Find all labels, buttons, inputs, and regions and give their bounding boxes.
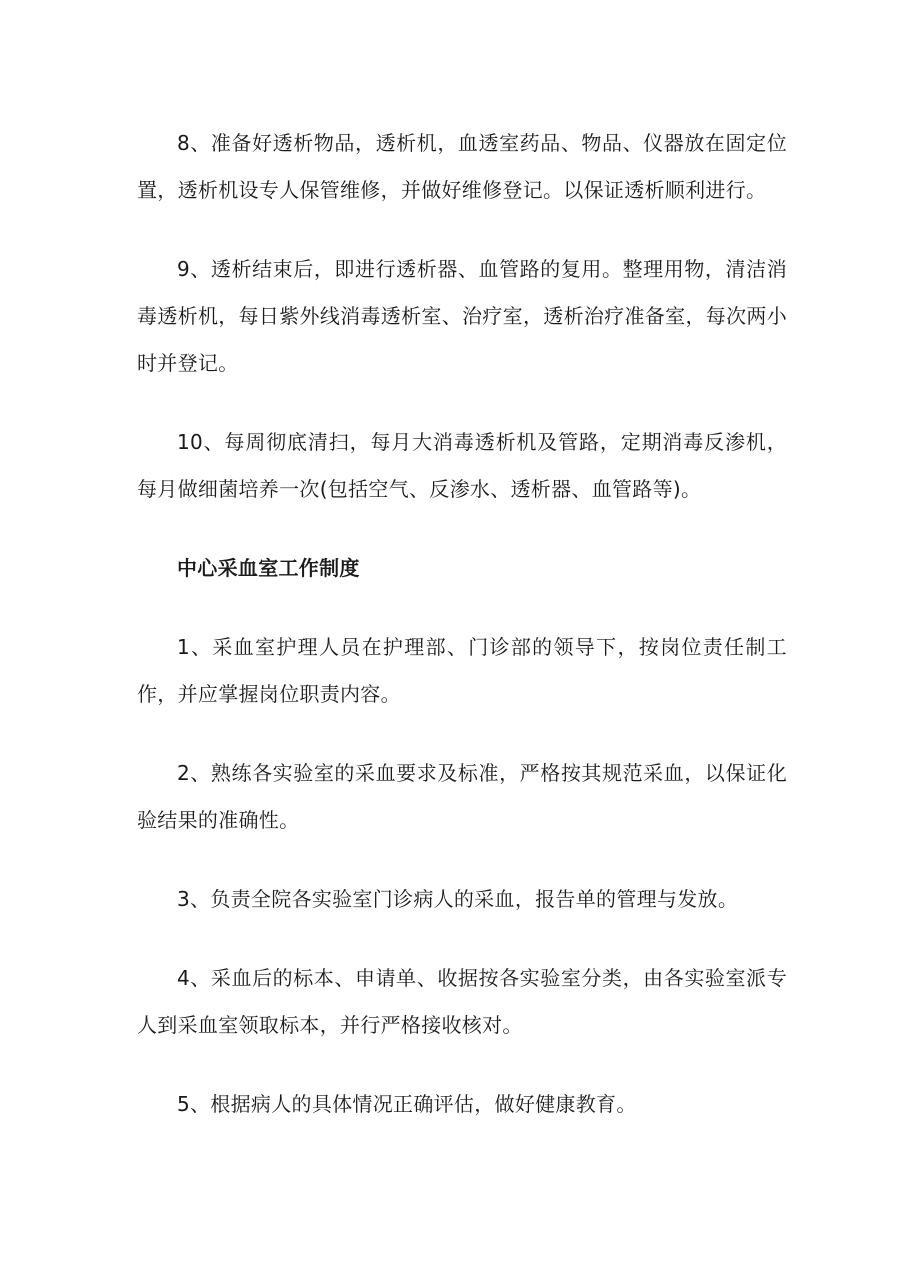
paragraph-item-1: 1、采血室护理人员在护理部、门诊部的领导下，按岗位责任制工作，并应掌握岗位职责内容。 xyxy=(137,635,787,706)
document-body xyxy=(137,120,787,1160)
paragraph-item-8: 8、准备好透析物品，透析机，血透室药品、物品、仪器放在固定位置，透析机设专人保管维修，并做好维修登记。以保证透析顺利进行。 xyxy=(137,131,787,202)
paragraph-item-9: 9、透析结束后，即进行透析器、血管路的复用。整理用物，清洁消毒透析机，每日紫外线消毒透析室、治疗室，透析治疗准备室，每次两小时并登记。 xyxy=(137,257,787,375)
paragraph-item-4: 4、采血后的标本、申请单、收据按各实验室分类，由各实验室派专人到采血室领取标本，并行严格接收核对。 xyxy=(137,966,787,1037)
paragraph-item-3: 3、负责全院各实验室门诊病人的采血，报告单的管理与发放。 xyxy=(177,887,739,911)
paragraph-item-2: 2、熟练各实验室的采血要求及标准，严格按其规范采血，以保证化验结果的准确性。 xyxy=(137,761,787,832)
section-heading: 中心采血室工作制度 xyxy=(177,556,360,580)
paragraph-item-5: 5、根据病人的具体情况正确评估，做好健康教育。 xyxy=(177,1092,637,1116)
paragraph-item-10: 10、每周彻底清扫，每月大消毒透析机及管路，定期消毒反渗机，每月做细菌培养一次(包括空气、反渗水、透析器、血管路等)。 xyxy=(137,430,787,501)
